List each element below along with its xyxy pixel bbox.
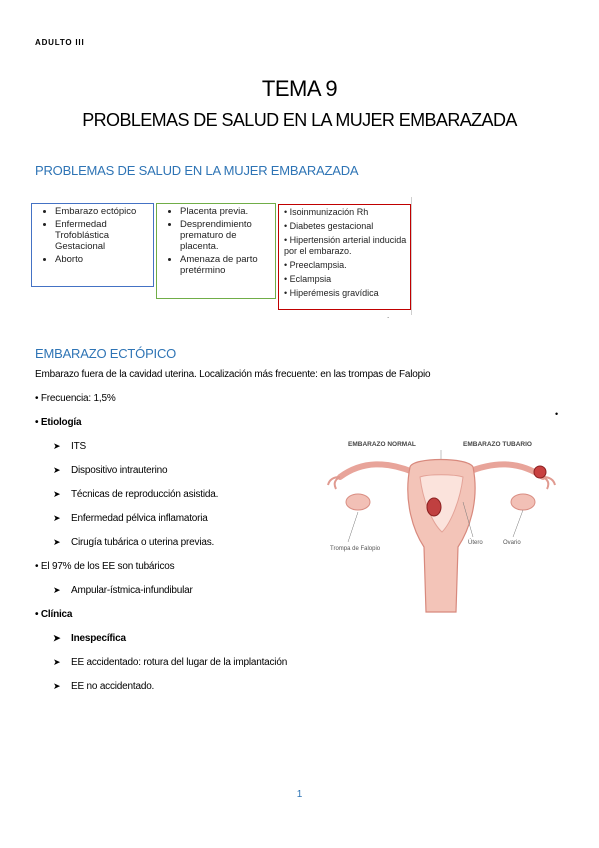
right-ovary — [511, 494, 535, 510]
running-header: ADULTO III — [35, 38, 85, 47]
arrow-bullet-icon: ➤ — [53, 465, 61, 475]
list-item: • Etiología — [35, 417, 82, 428]
list-subitem: ➤ EE accidentado: rotura del lugar de la implantación — [53, 657, 288, 668]
arrow-bullet-icon: ➤ — [53, 585, 61, 595]
stray-mark: . — [387, 311, 390, 320]
box2-item: • Desprendimiento prematuro de placenta. — [180, 219, 272, 252]
list-subitem: ➤ Ampular-ístmica-infundibular — [53, 585, 193, 596]
box3-item: • Diabetes gestacional — [284, 221, 407, 232]
embryo-ectopic — [534, 466, 546, 478]
label-utero: Útero — [468, 540, 483, 546]
embryo-normal — [427, 498, 441, 516]
section-heading-ectopico: EMBARAZO ECTÓPICO — [35, 346, 177, 361]
page-subtitle: PROBLEMAS DE SALUD EN LA MUJER EMBARAZADA — [82, 110, 517, 130]
list-subitem: ➤ ITS — [53, 441, 86, 452]
page-number: 1 — [296, 789, 303, 800]
label-trompa: Trompa de Falopio — [330, 546, 381, 552]
box3-item: • Hipertensión arterial inducida por el embarazo. — [284, 235, 407, 257]
vertical-divider — [411, 197, 412, 315]
list-item: • Clínica — [35, 609, 73, 620]
box2-item: • Amenaza de parto pretérmino — [180, 254, 272, 276]
arrow-bullet-icon: ➤ — [53, 441, 61, 451]
intro-paragraph: Embarazo fuera de la cavidad uterina. Localización más frecuente: en las trompas de Falopio — [35, 369, 431, 380]
box1-item: • Enfermedad Trofoblástica Gestacional — [55, 219, 150, 252]
box2-item: • Placenta previa. — [180, 206, 272, 217]
list-subitem: ➤ EE no accidentado. — [53, 681, 155, 692]
list-item: • El 97% de los EE son tubáricos — [35, 561, 175, 572]
arrow-bullet-icon: ➤ — [53, 681, 61, 691]
problem-box-blue — [31, 203, 154, 287]
list-subitem: ➤ Enfermedad pélvica inflamatoria — [53, 513, 208, 524]
list-subitem: ➤ Dispositivo intrauterino — [53, 465, 168, 476]
problem-box-green — [156, 203, 276, 299]
left-ovary — [346, 494, 370, 510]
arrow-bullet-icon: ➤ — [53, 537, 61, 547]
box3-item: • Isoinmunización Rh — [284, 207, 407, 218]
list-item: • Frecuencia: 1,5% — [35, 393, 116, 404]
box1-item: • Embarazo ectópico — [55, 206, 150, 217]
arrow-bullet-icon: ➤ — [53, 633, 61, 643]
problem-box-red — [278, 204, 411, 310]
list-subitem: ➤ Cirugía tubárica o uterina previas. — [53, 537, 215, 548]
label-ovario: Ovario — [503, 540, 521, 546]
arrow-bullet-icon: ➤ — [53, 489, 61, 499]
arrow-bullet-icon: ➤ — [53, 513, 61, 523]
section-heading-problemas: PROBLEMAS DE SALUD EN LA MUJER EMBARAZADA — [35, 163, 359, 178]
list-subitem: ➤ Técnicas de reproducción asistida. — [53, 489, 219, 500]
uterus-illustration — [318, 432, 564, 622]
page-title: TEMA 9 — [261, 76, 338, 101]
bullet-mark: • — [555, 409, 559, 419]
box3-item: • Preeclampsia. — [284, 260, 407, 271]
label-normal: EMBARAZO NORMAL — [348, 441, 416, 448]
box3-item: • Hiperémesis gravídica — [284, 288, 407, 299]
label-tubario: EMBARAZO TUBARIO — [463, 441, 532, 448]
box3-item: • Eclampsia — [284, 274, 407, 285]
list-subitem: ➤ Inespecífica — [53, 633, 126, 644]
arrow-bullet-icon: ➤ — [53, 657, 61, 667]
box1-item: • Aborto — [55, 254, 150, 265]
